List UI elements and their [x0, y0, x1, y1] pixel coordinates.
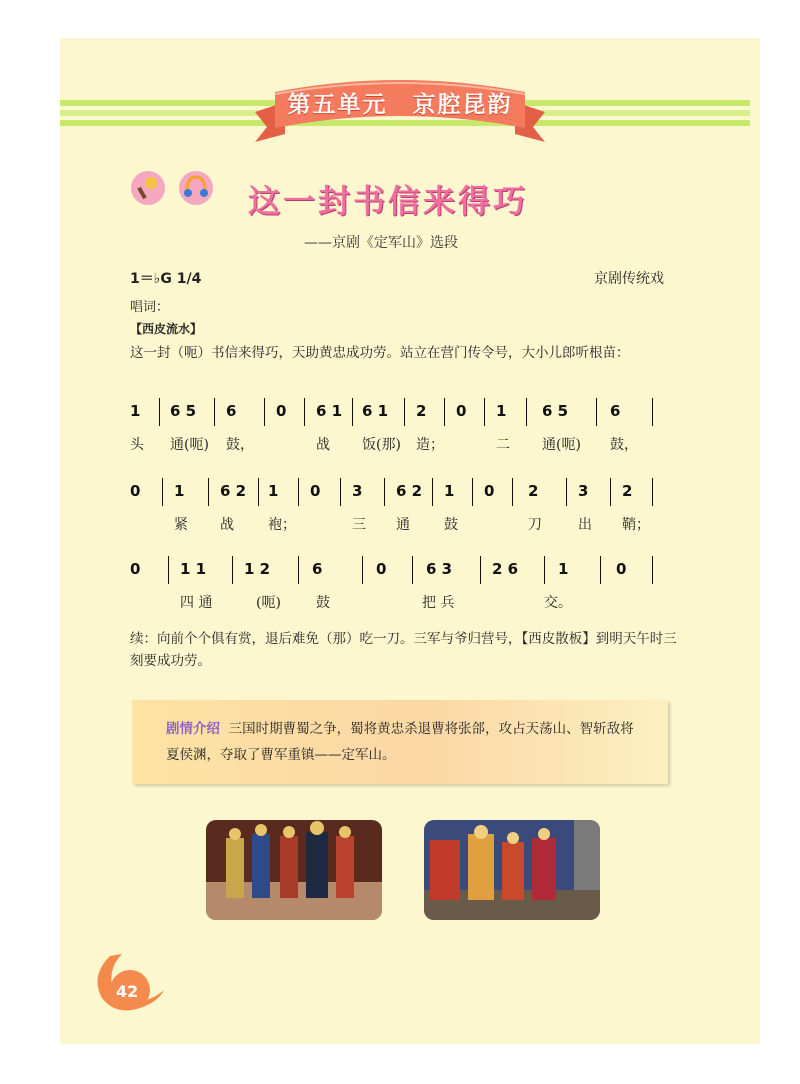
bar-line [168, 556, 169, 584]
opera-photo-2 [424, 820, 600, 920]
lyric-word: 鼓， [226, 437, 254, 453]
note: 0 [276, 402, 287, 420]
lyric-word: 头 [130, 437, 144, 453]
song-title: 这一封书信来得巧 [248, 182, 529, 220]
lyric-word: 三 [352, 517, 366, 533]
score-row-3 [126, 560, 666, 620]
bar-line [472, 478, 473, 506]
bar-line [480, 556, 481, 584]
bar-line [484, 398, 485, 426]
note: 0 [130, 482, 141, 500]
song-source: 京剧传统戏 [594, 271, 664, 287]
note: 1 [268, 482, 279, 500]
lyric-word: 鼓， [610, 437, 638, 453]
lyric-word: 鞘； [622, 517, 650, 533]
lyric-word: 袍； [268, 517, 296, 533]
note: 2 [528, 482, 539, 500]
note: 1 [130, 402, 141, 420]
note: 3 [578, 482, 589, 500]
note: 1 [174, 482, 185, 500]
song-subtitle: ——京剧《定军山》选段 [304, 235, 458, 251]
bar-line [444, 398, 445, 426]
lyric-word: 通 [396, 517, 410, 533]
lyric-word: 二 [496, 437, 510, 453]
lyrics-continuation: 续：向前个个俱有赏，退后难免（那）吃一刀。三军与爷归营号，【西皮散板】到明天午时三刻要成功劳。 [130, 631, 677, 669]
lyric-word: 战 [316, 437, 330, 453]
lyric-word: 饭(那) [362, 437, 401, 453]
bar-line [352, 398, 353, 426]
score-row-1 [126, 402, 666, 462]
note: 0 [376, 560, 387, 578]
note: 1 [444, 482, 455, 500]
note: 0 [310, 482, 321, 500]
headphones-icon [179, 171, 213, 205]
bar-line [610, 478, 611, 506]
bar-line [600, 556, 601, 584]
note: 0 [456, 402, 467, 420]
bar-line [162, 478, 163, 506]
score-row-2 [126, 482, 666, 542]
note: 0 [484, 482, 495, 500]
lyrics-intro: 这一封（呃）书信来得巧，天助黄忠成功劳。站立在营门传令号，大小儿郎听根苗： [130, 345, 630, 361]
lyric-word: 出 [578, 517, 592, 533]
bar-line [264, 398, 265, 426]
note: 0 [130, 560, 141, 578]
note: 3 [352, 482, 363, 500]
bar-line [526, 398, 527, 426]
lyric-word: 造； [416, 437, 444, 453]
lyric-word: 鼓 [316, 595, 330, 611]
style-label: 【西皮流水】 [130, 322, 203, 336]
plot-intro-content: 三国时期曹蜀之争，蜀将黄忠杀退曹将张郃，攻占天荡山、智斩敌将夏侯渊，夺取了曹军重镇——定军山。 [166, 721, 634, 763]
note: 6 2 [396, 482, 423, 500]
plot-intro-box [132, 700, 668, 784]
bar-line [652, 478, 653, 506]
page-number: 42 [116, 982, 139, 1001]
lyric-word: 四 通 [180, 595, 213, 611]
opera-photo-1 [206, 820, 382, 920]
bar-line [566, 478, 567, 506]
icon-group [131, 171, 221, 207]
plot-intro-text [166, 716, 646, 768]
note: 1 [558, 560, 569, 578]
lyric-word: 把 兵 [422, 595, 455, 611]
lyric-word: 紧 [174, 517, 188, 533]
key-signature: 1＝♭G 1/4 [130, 271, 202, 287]
lyric-word: 战 [220, 517, 234, 533]
note: 6 2 [220, 482, 247, 500]
note: 1 1 [180, 560, 207, 578]
note: 0 [616, 560, 627, 578]
plot-intro-label: 剧情介绍 [166, 721, 220, 737]
bar-line [159, 398, 160, 426]
note: 6 [312, 560, 323, 578]
bar-line [544, 556, 545, 584]
note: 6 3 [426, 560, 453, 578]
bar-line [404, 398, 405, 426]
note: 6 5 [542, 402, 569, 420]
unit-title: 第五单元 京腔昆韵 [287, 92, 513, 118]
note: 1 2 [244, 560, 271, 578]
bar-line [214, 398, 215, 426]
bar-line [232, 556, 233, 584]
note: 6 [226, 402, 237, 420]
note: 2 [622, 482, 633, 500]
lyric-word: 鼓 [444, 517, 458, 533]
note: 6 1 [316, 402, 343, 420]
note: 1 [496, 402, 507, 420]
bar-line [652, 398, 653, 426]
bar-line [384, 478, 385, 506]
note: 6 [610, 402, 621, 420]
microphone-icon [131, 171, 165, 205]
lyric-word: 通(呃) [542, 437, 581, 453]
bar-line [304, 398, 305, 426]
bar-line [362, 556, 363, 584]
bar-line [258, 478, 259, 506]
lyric-word: 通(呃) [170, 437, 209, 453]
bar-line [412, 556, 413, 584]
bar-line [298, 556, 299, 584]
lyric-word: 交。 [544, 595, 572, 611]
lyric-word: 刀 [528, 517, 542, 533]
bar-line [298, 478, 299, 506]
note: 6 1 [362, 402, 389, 420]
lyric-word: (呃) [256, 595, 281, 611]
bar-line [340, 478, 341, 506]
bar-line [512, 478, 513, 506]
bar-line [432, 478, 433, 506]
note: 2 [416, 402, 427, 420]
lyrics-label: 唱词： [130, 300, 170, 315]
bar-line [208, 478, 209, 506]
note: 6 5 [170, 402, 197, 420]
bar-line [596, 398, 597, 426]
note: 2 6 [492, 560, 519, 578]
page-number-decoration [88, 946, 168, 1016]
bar-line [652, 556, 653, 584]
